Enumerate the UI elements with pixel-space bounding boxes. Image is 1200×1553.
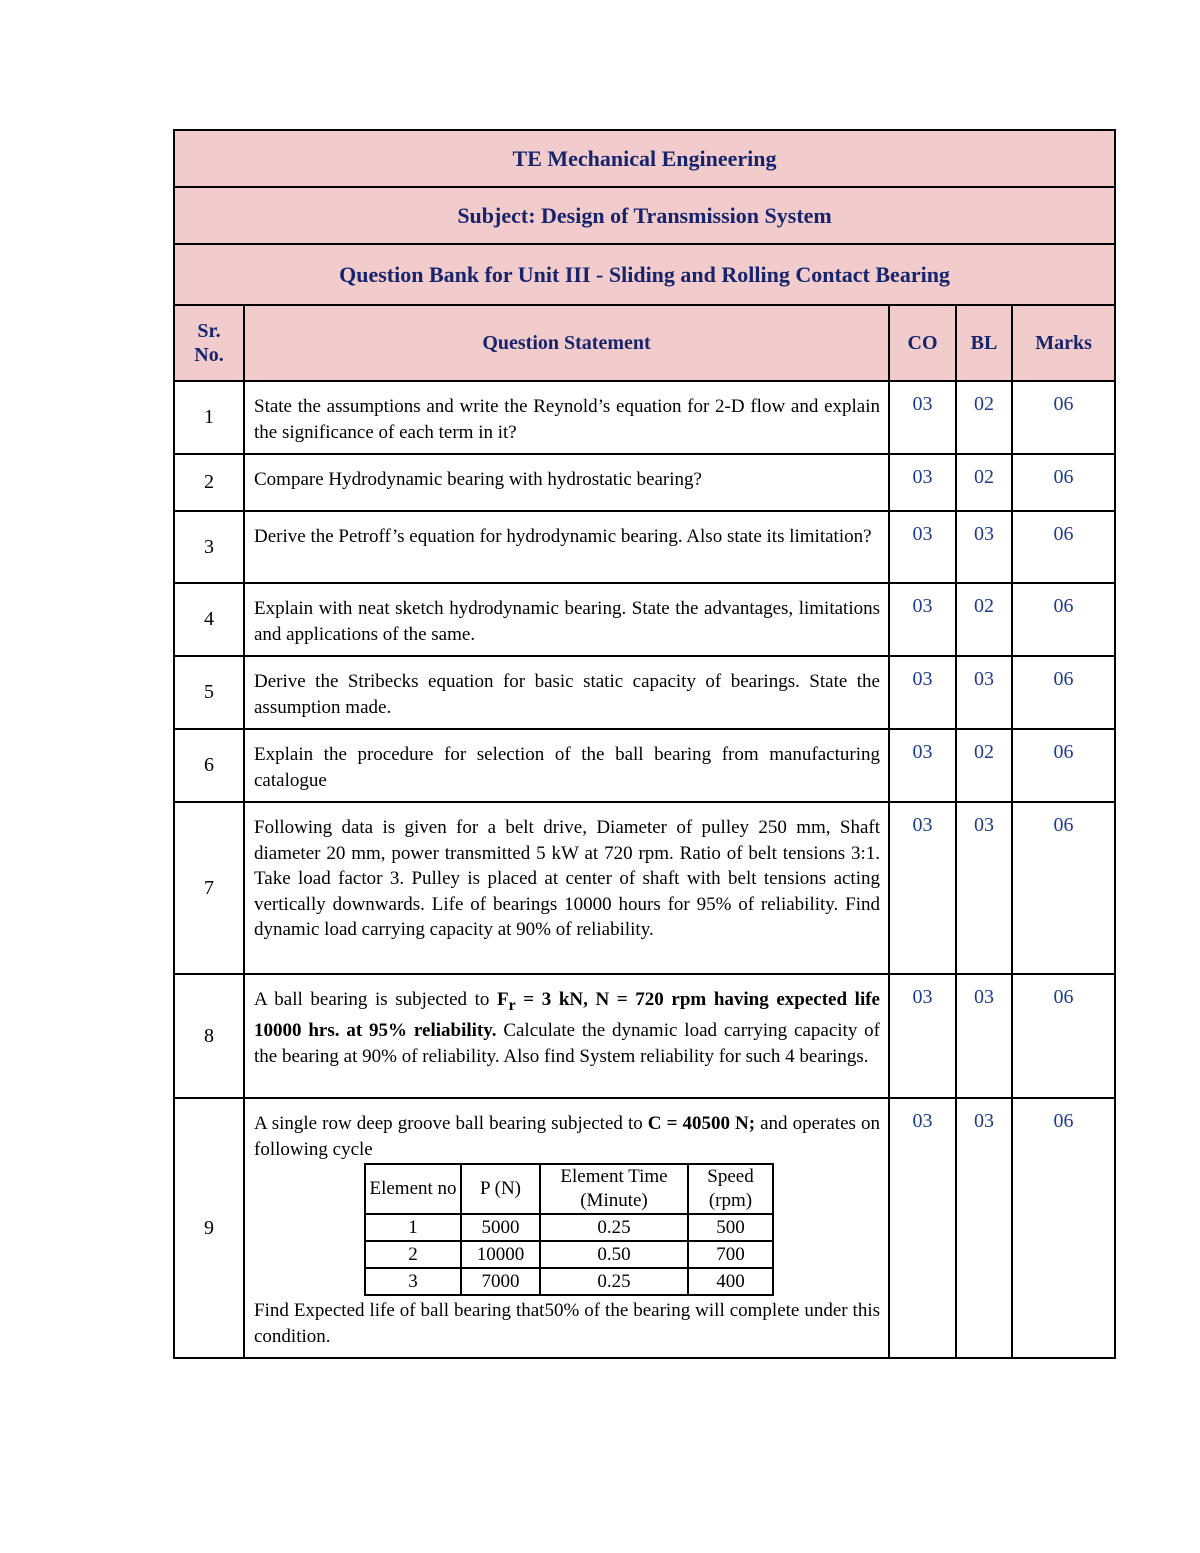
bl-value: 03 <box>956 1098 1012 1358</box>
co-value: 03 <box>889 656 956 729</box>
table-row <box>174 974 1115 1098</box>
document-title: TE Mechanical Engineering <box>174 130 1115 187</box>
question-text: Explain with neat sketch hydrodynamic bearing. State the advantages, limitations and applications of the same. <box>244 583 889 656</box>
co-value: 03 <box>889 583 956 656</box>
row-number: 1 <box>174 381 244 454</box>
column-header-bl: BL <box>956 305 1012 381</box>
cycle-cell: 5000 <box>461 1214 540 1241</box>
bl-value: 03 <box>956 802 1012 974</box>
cycle-cell: 0.25 <box>540 1268 688 1295</box>
marks-value: 06 <box>1012 583 1115 656</box>
table-row <box>174 1098 1115 1358</box>
row-number: 6 <box>174 729 244 802</box>
cycle-cell: 700 <box>688 1241 773 1268</box>
co-value: 03 <box>889 511 956 583</box>
row-number: 5 <box>174 656 244 729</box>
cycle-header-load: P (N) <box>461 1164 540 1214</box>
question-text-part: A single row deep groove ball bearing subjected to <box>254 1113 648 1134</box>
question-text: Derive the Petroff’s equation for hydrodynamic bearing. Also state its limitation? <box>244 511 889 583</box>
cycle-cell: 500 <box>688 1214 773 1241</box>
bl-value: 02 <box>956 454 1012 511</box>
row-number: 2 <box>174 454 244 511</box>
cycle-cell: 10000 <box>461 1241 540 1268</box>
force-subscript: r <box>508 996 516 1014</box>
column-header-sr <box>174 305 244 381</box>
co-value: 03 <box>889 729 956 802</box>
table-row <box>174 511 1115 583</box>
table-row <box>174 583 1115 656</box>
table-row <box>174 381 1115 454</box>
bl-value: 02 <box>956 729 1012 802</box>
cycle-cell: 3 <box>365 1268 461 1295</box>
table-row <box>174 729 1115 802</box>
row-number: 8 <box>174 974 244 1098</box>
cycle-cell: 0.25 <box>540 1214 688 1241</box>
force-symbol: F <box>497 989 509 1010</box>
row-number: 9 <box>174 1098 244 1358</box>
bl-value: 03 <box>956 656 1012 729</box>
question-text: Derive the Stribecks equation for basic static capacity of bearings. State the assumption made. <box>244 656 889 729</box>
question-text: Compare Hydrodynamic bearing with hydrostatic bearing? <box>244 454 889 511</box>
row-number: 3 <box>174 511 244 583</box>
cycle-cell: 2 <box>365 1241 461 1268</box>
co-value: 03 <box>889 974 956 1098</box>
question-text-part: A ball bearing is subjected to <box>254 989 498 1010</box>
unit-title: Question Bank for Unit III - Sliding and Rolling Contact Bearing <box>174 244 1115 305</box>
question-text-part: and operates on following cycle <box>254 1113 880 1160</box>
bl-value: 03 <box>956 974 1012 1098</box>
question-text <box>244 1098 889 1358</box>
marks-value: 06 <box>1012 381 1115 454</box>
question-bold-text: C = 40500 N; <box>647 1113 756 1134</box>
row-number: 7 <box>174 802 244 974</box>
co-value: 03 <box>889 381 956 454</box>
column-header-marks: Marks <box>1012 305 1115 381</box>
marks-value: 06 <box>1012 729 1115 802</box>
bl-value: 03 <box>956 511 1012 583</box>
table-row <box>174 454 1115 511</box>
bl-value: 02 <box>956 583 1012 656</box>
question-text <box>244 974 889 1098</box>
subject-title: Subject: Design of Transmission System <box>174 187 1115 244</box>
marks-value: 06 <box>1012 454 1115 511</box>
marks-value: 06 <box>1012 974 1115 1098</box>
marks-value: 06 <box>1012 511 1115 583</box>
question-text: Following data is given for a belt drive, Diameter of pulley 250 mm, Shaft diameter 20 mm, power transmitted 5 kW at 720 rpm. Ratio of belt tensions 3:1. Take load factor 3. Pulley is placed at center of shaft with belt tensions acting vertically downwards. Life of bearings 10000 hours for 95% of reliability. Find dynamic load carrying capacity at 90% of reliability. <box>244 802 889 974</box>
table-row <box>174 656 1115 729</box>
co-value: 03 <box>889 1098 956 1358</box>
question-bank-table <box>173 129 1116 1359</box>
column-header-question: Question Statement <box>244 305 889 381</box>
cycle-cell: 1 <box>365 1214 461 1241</box>
cycle-header-speed: Speed (rpm) <box>688 1164 773 1214</box>
co-value: 03 <box>889 802 956 974</box>
question-text: State the assumptions and write the Reynold’s equation for 2-D flow and explain the significance of each term in it? <box>244 381 889 454</box>
cycle-header-element: Element no <box>365 1164 461 1214</box>
load-cycle-table <box>364 1163 774 1296</box>
cycle-cell: 400 <box>688 1268 773 1295</box>
marks-value: 06 <box>1012 1098 1115 1358</box>
row-number: 4 <box>174 583 244 656</box>
table-row <box>174 802 1115 974</box>
question-text-part: Calculate the dynamic load carrying capacity of the bearing at 90% of reliability. Also find System reliability for such 4 bearings. <box>254 1020 881 1067</box>
cycle-header-time: Element Time (Minute) <box>540 1164 688 1214</box>
co-value: 03 <box>889 454 956 511</box>
column-header-sr-label: Sr. No. <box>194 320 224 366</box>
column-header-co: CO <box>889 305 956 381</box>
cycle-cell: 0.50 <box>540 1241 688 1268</box>
question-text: Explain the procedure for selection of the ball bearing from manufacturing catalogue <box>244 729 889 802</box>
marks-value: 06 <box>1012 802 1115 974</box>
bl-value: 02 <box>956 381 1012 454</box>
question-bold-text: = 3 kN, N = 720 rpm having expected life 10000 hrs. at 95% reliability. <box>254 989 880 1042</box>
question-text-part: Find Expected life of ball bearing that50% of the bearing will complete under this condition. <box>254 1300 880 1347</box>
marks-value: 06 <box>1012 656 1115 729</box>
cycle-cell: 7000 <box>461 1268 540 1295</box>
